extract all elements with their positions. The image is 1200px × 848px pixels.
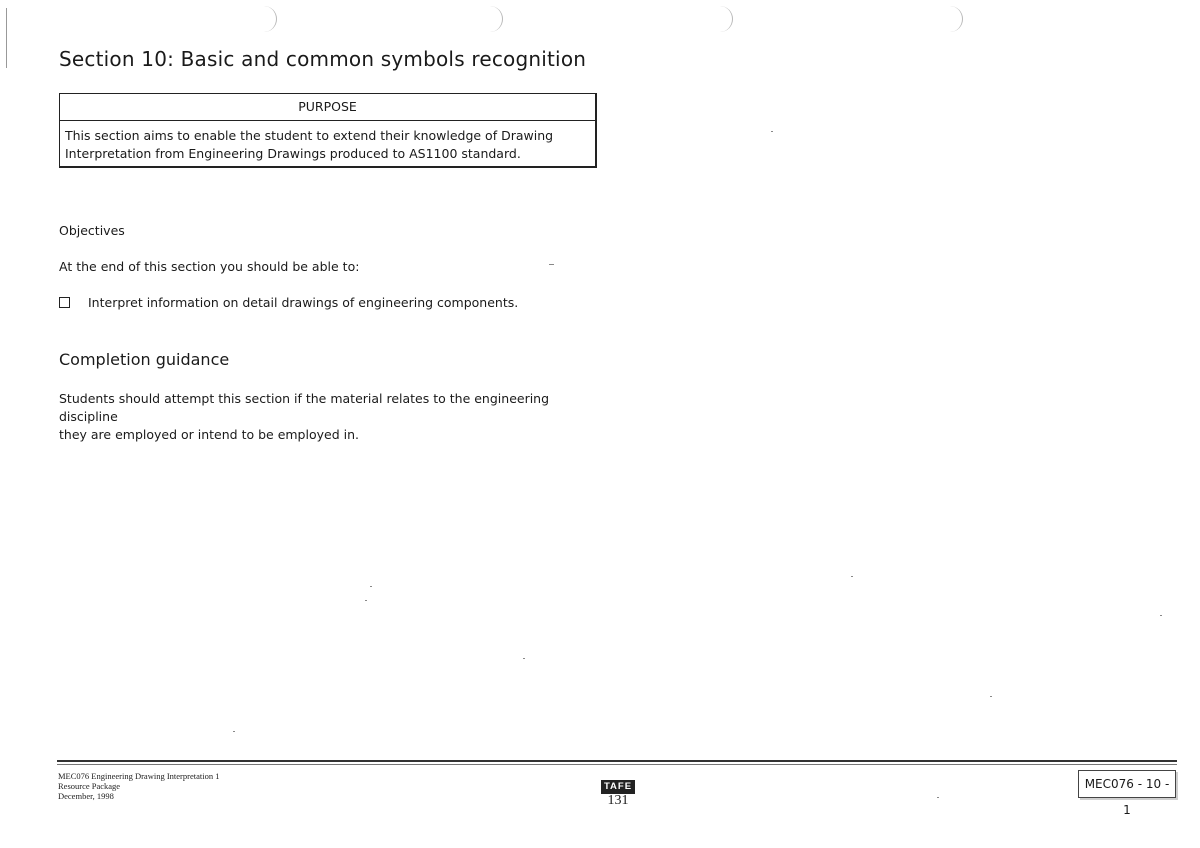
footer-date: December, 1998	[58, 791, 114, 801]
page-edge-mark	[6, 8, 7, 68]
purpose-text-line: Interpretation from Engineering Drawings produced to AS1100 standard.	[65, 146, 521, 161]
section-title: Section 10: Basic and common symbols recognition	[59, 47, 587, 71]
scan-speck	[523, 658, 525, 659]
footer-package: Resource Package	[58, 781, 121, 791]
footer-rule	[57, 764, 1177, 765]
purpose-heading: PURPOSE	[60, 94, 595, 121]
objectives-heading: Objectives	[59, 223, 125, 238]
footer-rule	[57, 760, 1177, 762]
scan-speck	[1160, 615, 1162, 616]
objective-text: Interpret information on detail drawings of engineering components.	[88, 295, 519, 310]
page-code-box: MEC076 - 10 - 1	[1078, 770, 1176, 798]
scan-speck	[937, 797, 939, 798]
scan-speck	[370, 586, 372, 587]
binder-hole-mark	[254, 6, 277, 32]
purpose-text-line: This section aims to enable the student to extend their knowledge of Drawing	[65, 128, 554, 143]
binder-hole-mark	[940, 6, 963, 32]
binder-hole-mark	[480, 6, 503, 32]
objectives-intro: At the end of this section you should be able to:	[59, 259, 360, 274]
purpose-text	[60, 121, 595, 166]
checkbox-icon	[59, 297, 70, 308]
footer-course-title: MEC076 Engineering Drawing Interpretation 1	[58, 771, 220, 781]
scan-speck	[549, 264, 554, 265]
footer-center	[598, 774, 638, 808]
scan-speck	[990, 696, 992, 697]
tafe-logo: TAFE	[601, 780, 635, 794]
completion-text-line: Students should attempt this section if the material relates to the engineering discipline	[59, 391, 550, 424]
completion-heading: Completion guidance	[59, 350, 230, 369]
binder-hole-mark	[710, 6, 733, 32]
completion-text	[59, 390, 599, 444]
footer-course-info	[58, 771, 219, 801]
completion-text-line: they are employed or intend to be employed in.	[59, 427, 359, 442]
scan-speck	[365, 600, 367, 601]
purpose-box	[59, 93, 597, 168]
scan-speck	[771, 131, 773, 132]
scan-speck	[851, 576, 853, 577]
page-number: 131	[607, 793, 629, 808]
objective-list-item	[59, 295, 518, 310]
scan-speck	[233, 731, 235, 732]
